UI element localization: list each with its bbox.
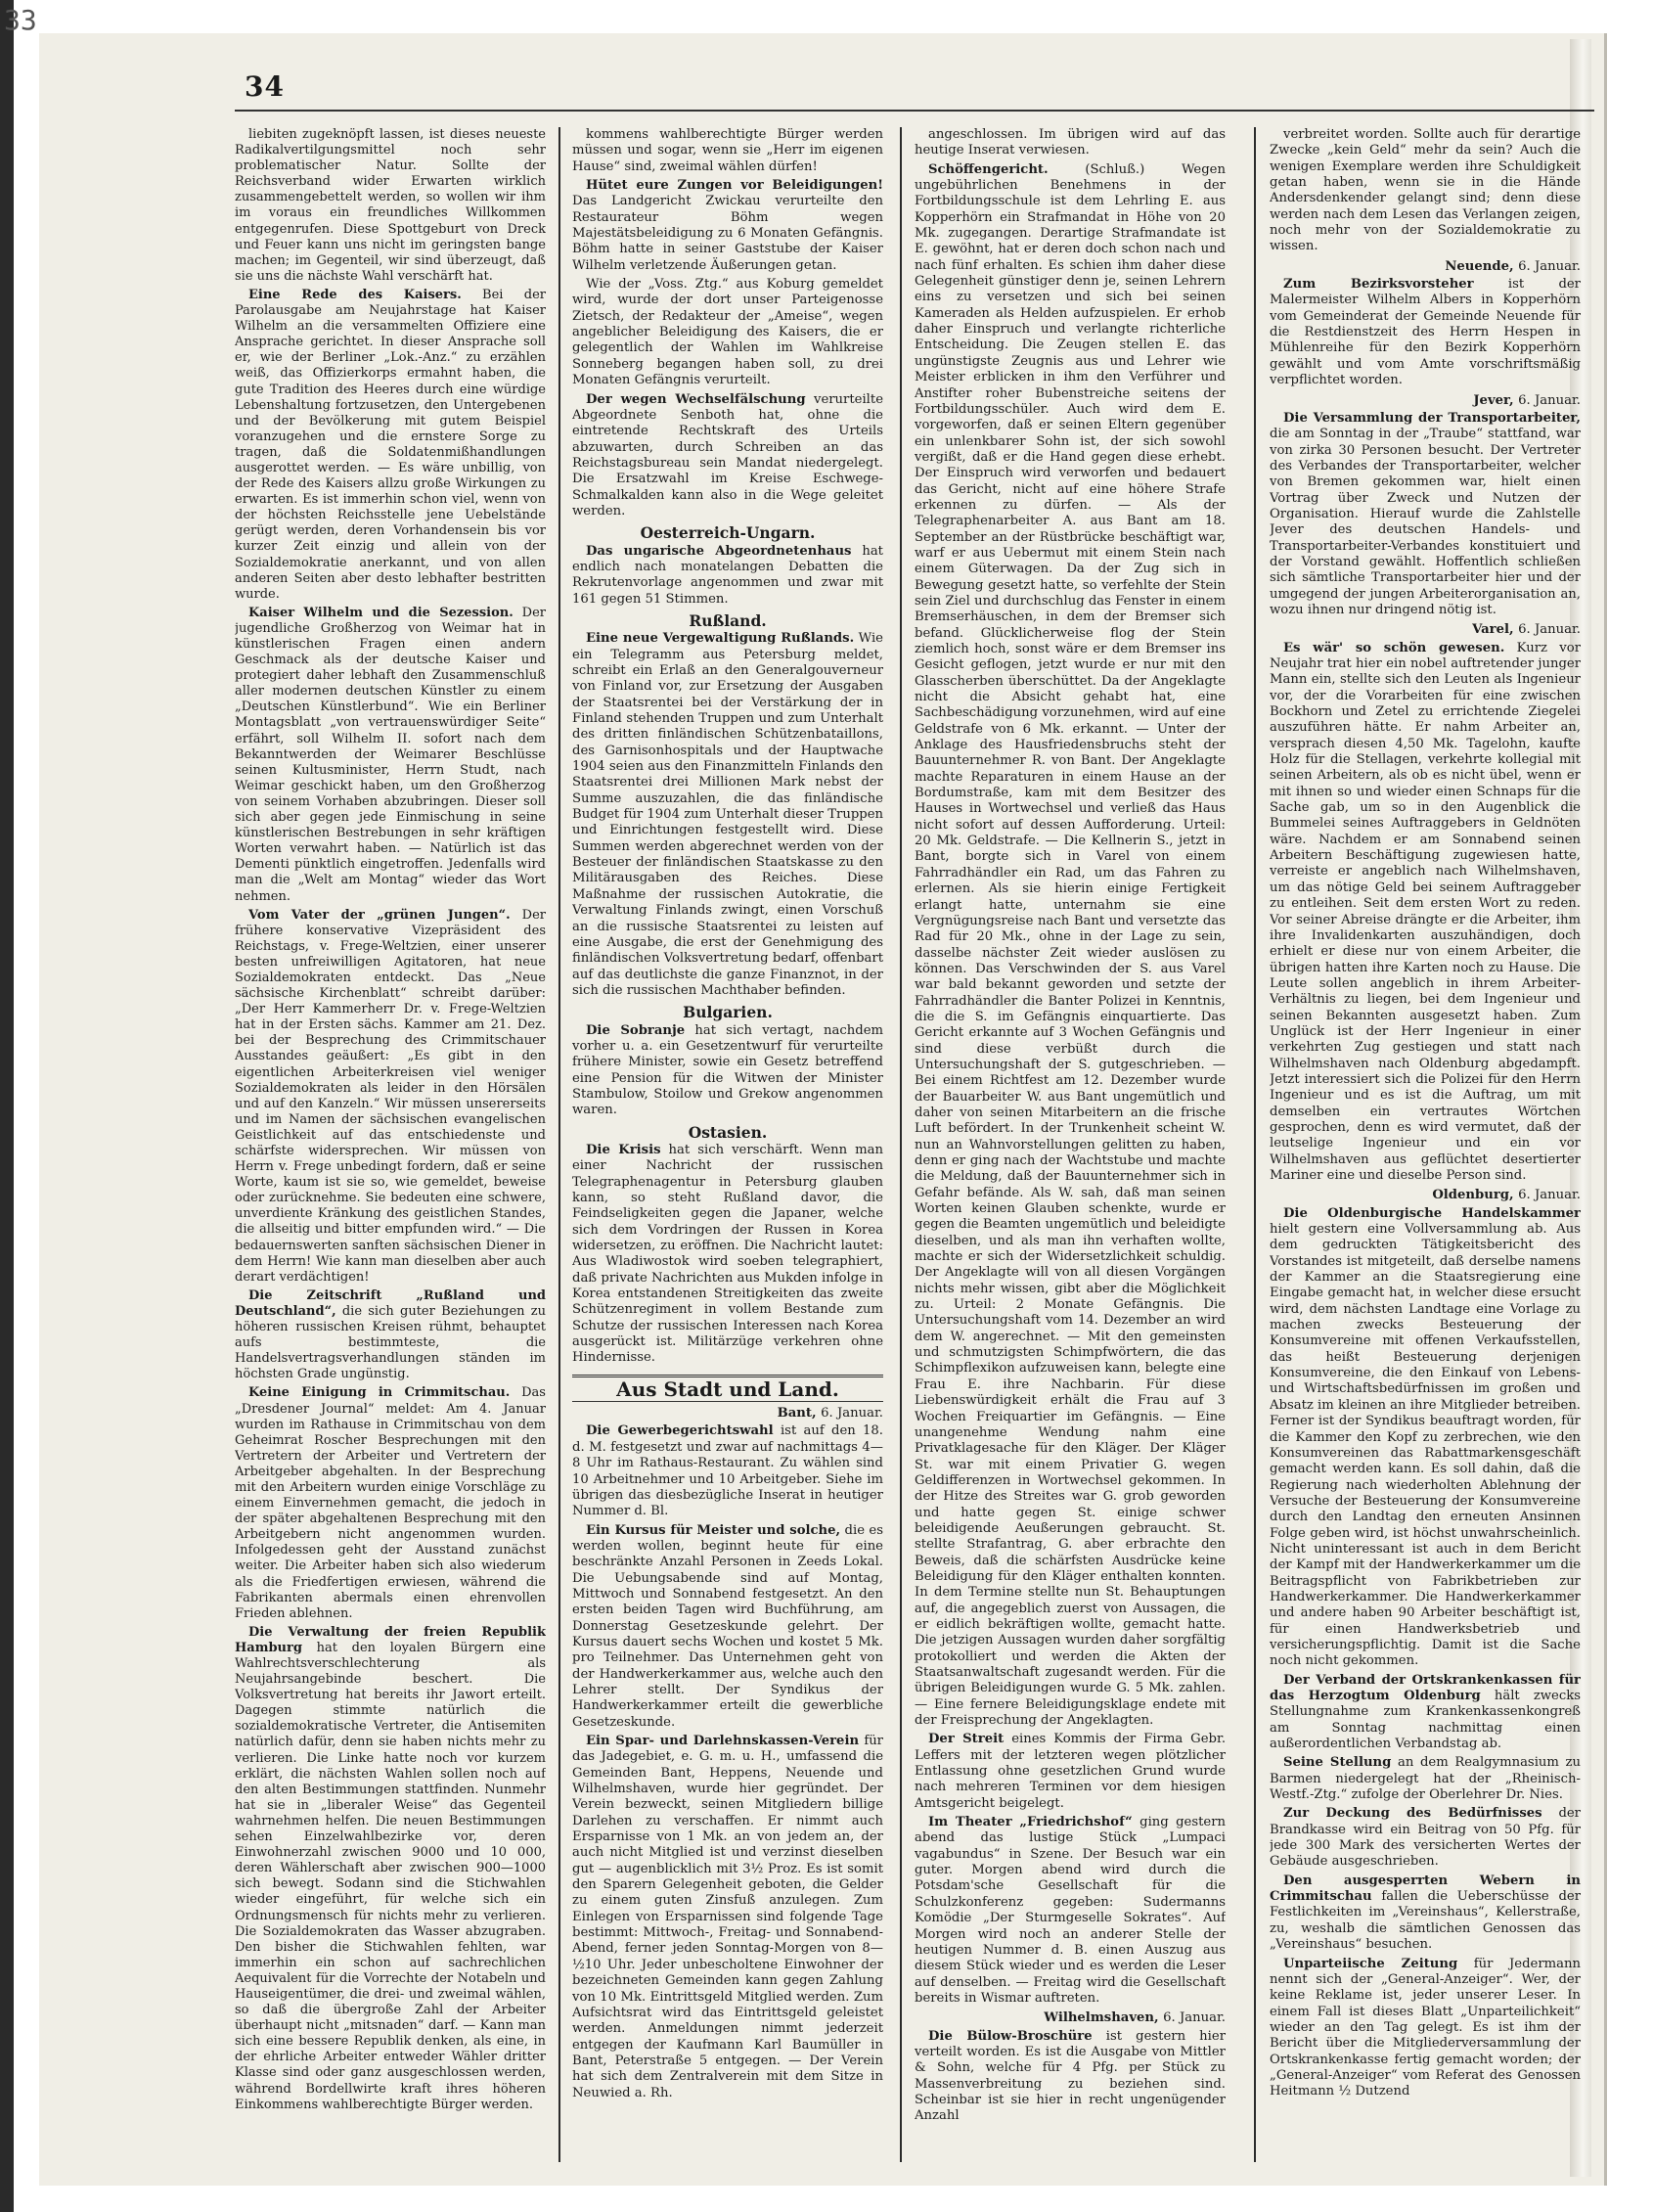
article-paragraph (572, 1023, 883, 1119)
article-paragraph (915, 1732, 1226, 1812)
article-paragraph (915, 162, 1226, 1730)
article-text: ist der Malermeister Wilhelm Albers in Kopperhörn vom Gemeinderat der Gemeinde Neuende für die Restdienstzeit des Herrn Hespen in Mühlenreihe für den Bezirk Kopperhörn gewählt und vom Amte vorschriftsmäßig verpflichtet worden. (1270, 277, 1581, 388)
article-text: die sich guter Beziehungen zu höheren russischen Kreisen rühmt, behauptet aufs bestimmteste, die Handelsvertragsverhandlungen ständen im höchsten Grade ungünstig. (235, 1303, 546, 1382)
column-1 (235, 127, 546, 2162)
dateline-date: 6. Januar. (1518, 622, 1581, 638)
article-text: verbreitet worden. Sollte auch für derartige Zwecke „kein Geld“ mehr da sein? Auch die wenigen Exemplare werden ihre Schuldigkeit getan haben, wenn sie in die Hände Andersdenkender gelangt sind; denn diese werden nach dem Lesen das Verlangen zeigen, noch mehr von der Sozialdemokratie zu wissen. (1270, 127, 1581, 254)
article-text: für Jedermann nennt sich der „General-Anzeiger“. Wer, der keine Reklame ist, jeder unserer Leser. In einem Fall ist dieses Blatt „Unparteilichkeit“ wieder an den Tag gelegt. Es ist ihm der Bericht über die Mitgliederversammlung der Ortskrankenkasse fertig gemacht worden; der „General-Anzeiger“ vom Referat des Genossen Heitmann ½ Dutzend (1270, 1956, 1581, 2099)
article-text: angeschlossen. Im übrigen wird auf das heutige Inserat verwiesen. (915, 127, 1226, 158)
article-text: ist gestern hier verteilt worden. Es ist die Ausgabe von Mittler & Sohn, welche für 4 Pfg. per Stück zu Massenverbreitung zu beziehen sind. Scheinbar ist sie hier in recht ungenügender Anzahl (915, 2028, 1226, 2124)
article-headline: Ein Spar- und Darlehnskassen-Verein (586, 1734, 860, 1748)
article-text: Kurz vor Neujahr trat hier ein nobel auftretender junger Mann ein, stellte sich den Leuten als Ingenieur vor, der die Vorarbeiten für eine zwischen Bockhorn und Zetel zu errichtende Ziegelei auszuführen hätte. Er nahm Arbeiter an, versprach diesen 4,50 Mk. Tagelohn, kaufte Holz für die Stellagen, verkehrte kollegial mit seinen Arbeitern, als ob es nicht übel, wenn er mit ihnen so und wieder einen Schnaps für die Sache gab, um so in den Augenblick die Bummelei seines Auftraggebers in Geldnöten wäre. Nachdem er am Sonnabend seinen Arbeitern Beschäftigung zugewiesen hatte, verreiste er angeblich nach Wilhelmshaven, um das nötige Geld bei seinem Auftraggeber zu entleihen. Seit dem ersten Wort zu reden. Vor seiner Abreise drängte er die Arbeiter, ihm ihre Invalidenkarten auszuhändigen, doch erhielt er diese nur von einem Arbeiter, die übrigen hatten ihre Karten noch zu Hause. Die Leute sollen angeblich in ihrem Arbeiter-Verhältnis zu liegen, bei dem Ingenieur und seinen Bekannten ausgesetzt haben. Zum Unglück ist der Herr Ingenieur in einer verkehrten Zug gestiegen und statt nach Wilhelmshaven nach Oldenburg abgedampft. Jetzt interessiert sich die Polizei für den Herrn Ingenieur und es ist die Auftrag, um mit demselben ein vertrautes Wörtchen gesprochen, denn es wird vermutet, daß der leutselige Ingenieur und ein vor Wilhelmshaven aus geflüchtet desertierter Mariner eine und dieselbe Person sind. (1270, 640, 1581, 1183)
article-text: kommens wahlberechtigte Bürger werden müssen und sogar, wenn sie „Herr im eigenen Hause“ sind, zweimal wählen dürfen! (572, 127, 883, 174)
article-text: Wie ein Telegramm aus Petersburg meldet, schreibt ein Erlaß an den Generalgouverneur von Finland vor, zur Ersetzung der Ausgaben der Staatsrentei bei der Verstärkung der in Finland stehenden Truppen und zum Unterhalt des dritten finländischen Schützenbataillons, des Garnisonhospitals und der Hauptwache 1904 seien aus den Finanzmitteln Finlands den Staatsrentei drei Millionen Mark nebst der Summe auszuzahlen, die das finländische Budget für 1904 zum Unterhalt dieser Truppen und Einrichtungen festgestellt wird. Diese Summen werden abgerechnet werden von der Besteuer der finländischen Staatskasse zu den Militärausgaben des Reiches. Diese Maßnahme der russischen Autokratie, die Verwaltung Finlands zwingt, einen Vorschuß an die russische Staatsrentei zu leisten auf eine Ausgabe, die erst der Genehmigung des finländischen Volksvertretung bedarf, offenbart auf das deutlichste die ganze Finanznot, in der sich die russischen Machthaber befinden. (572, 631, 883, 998)
dateline (572, 1406, 883, 1422)
dateline (1270, 259, 1581, 275)
article-text: eines Kommis der Firma Gebr. Leffers mit der letzteren wegen plötzlicher Entlassung ohne gesetzlichen Grund wurde nach mehreren Terminen vor dem hiesigen Amtsgericht beigelegt. (915, 1732, 1226, 1811)
article-headline: Eine Rede des Kaisers. (248, 287, 462, 302)
article-text: liebiten zugeknöpft lassen, ist dieses neueste Radikalvertilgungsmittel noch sehr problematischer Natur. Sollte der Reichsverband wider Erwarten wirklich zusammengebettelt werden, so wollen wir ihm im voraus ein freundliches Willkommen entgegenrufen. Diese Spottgeburt von Dreck und Feuer kann uns nicht im geringsten bange machen; im Gegenteil, wir sind überzeugt, daß sie uns die nächste Wahl verschärft hat. (235, 127, 546, 284)
article-headline: Ein Kursus für Meister und solche, (586, 1522, 841, 1538)
article-paragraph (1270, 1806, 1581, 1870)
article-text: (Schluß.) Wegen ungebührlichen Benehmens in der Fortbildungsschule ist dem Lehrling E. aus Kopperhörn ein Strafmandat in Höhe von 20 Mk. zugegangen. Derartige Strafmandate ist E. gewöhnt, hat er deren doch schon nach und nach fünf erhalten. Es schien ihm daher diese Gelegenheit günstiger denn je, seinen Lehrern eins zu versetzen und sich bei seinen Kameraden als Helden aufzuspielen. Er erhob daher Einspruch und verlangte richterliche Entscheidung. Die Zeugen stellen E. das ungünstigste Zeugnis aus und Lehrer wie Meister erblicken in ihm den Verführer und Anstifter roher Bubenstreiche seitens der Fortbildungsschüler. Auch wird dem E. vorgeworfen, daß er seinen Eltern gegenüber ein unlenkbarer Sohn ist, der sich sowohl vergißt, daß er die Hand gegen diese erhebt. Der Einspruch wird verworfen und bedauert das Gericht, nicht auf eine höhere Strafe erkennen zu dürfen. — Als der Telegraphenarbeiter A. aus Bant am 18. September an der Rüstbrücke beschäftigt war, warf er aus Uebermut mit einem Stein nach einem Güterwagen. Da der Zug sich in Bewegung gesetzt hatte, so verfehlte der Stein sein Ziel und durchschlug das Fenster in einem Bremserhäuschen, in dem der Bremser sich befand. Glücklicherweise flog der Stein ziemlich hoch, sonst wäre er dem Bremser ins Gesicht geflogen, jetzt wurde er nur mit den Glasscherben überschüttet. Da der Angeklagte nicht die Absicht gehabt hat, eine Sachbeschädigung vorzunehmen, wird auf eine Geldstrafe von 6 Mk. erkannt. — Unter der Anklage des Hausfriedensbruchs steht der Bauunternehmer R. von Bant. Der Angeklagte machte Reparaturen in einem Hause an der Bordumstraße, kam mit dem Besitzer des Hauses in Wortwechsel und verließ das Haus nicht sofort auf dessen Aufforderung. Urteil: 20 Mk. Geldstrafe. — Die Kellnerin S., jetzt in Bant, borgte sich in Varel von einem Fahrradhändler ein Rad, um das Fahren zu erlernen. Als sie hierin einige Fertigkeit erlangt hatte, unternahm sie eine Vergnügungsreise nach Bant und versetzte das Rad für 20 Mk., ohne in der Lage zu sein, dasselbe nächster Zeit wieder auslösen zu können. Das Verschwinden der S. aus Varel war bald bekannt geworden und setzte der Fahrradhändler die Banter Polizei in Kenntnis, die die S. im Gefängnis einquartierte. Das Gericht erkannte auf 3 Wochen Gefängnis und sind diese verbüßt durch die Untersuchungshaft der S. gutgeschrieben. — Bei einem Richtfest am 12. Dezember wurde der Bauarbeiter W. aus Bant ungemütlich und daher von seinen Mitarbeitern an die frische Luft befördert. In der Trunkenheit scheint W. nun an Wahnvorstellungen gelitten zu haben, denn er ging nach der Wachtstube und machte die Meldung, daß der Bauunternehmer sich in Gefahr befände. Als W. sah, daß man seinen Worten keinen Glauben schenkte, wurde er gegen die Beamten ungemütlich und beleidigte dieselben, und als man ihn verhaften wollte, machte er sich der Widersetzlichkeit schuldig. Der Angeklagte will von all diesen Vorgängen nichts mehr wissen, gibt aber die Möglichkeit zu. Urteil: 2 Monate Gefängnis. Die Untersuchungshaft vom 14. Dezember an wird dem W. angerechnet. — Mit den gemeinsten und schmutzigsten Schimpfwörtern, die das Schimpflexikon aufzuweisen kann, belegte eine Frau E. ihre Nachbarin. Für diese Liebenswürdigkeit erhält die Frau auf 3 Wochen Freiquartier im Gefängnis. — Eine unangenehme Wendung nahm eine Privatklagesache für den Kläger. Der Kläger St. war mit einem Privatier G. wegen Geldifferenzen in Wortwechsel gekommen. In der Hitze des Streites war G. grob geworden und hatte gegen St. einige schwer beleidigende Aeußerungen gebraucht. St. stellte Strafantrag, G. aber erbrachte den Beweis, daß die schärfsten Ausdrücke keine Beleidigung für den Kläger enthalten konnten. In dem Termine stellte nun St. Behauptungen auf, die angegeblich zuerst von Aussagen, die er eidlich bekräftigen wollte, gemacht hatte. Die jetzigen Aussagen wurden daher sorgfältig protokolliert und werden die Akten der Staatsanwaltschaft zugesandt werden. Für die übrigen Beleidigungen wurde G. 5 Mk. zahlen. — Eine fernere Beleidigungsklage endete mit der Freisprechung der Angeklagten. (915, 161, 1226, 1729)
article-paragraph (572, 1423, 883, 1519)
dateline-date: 6. Januar. (1163, 2010, 1226, 2026)
article-paragraph (572, 1734, 883, 2101)
article-paragraph (1270, 1755, 1581, 1803)
article-text: an dem Realgymnasium zu Barmen niedergelegt hat der „Rheinisch-Westf.-Ztg.“ zufolge der Oberlehrer Dr. Nies. (1270, 1755, 1581, 1803)
article-paragraph (915, 2029, 1226, 2125)
article-headline: Die Krisis (586, 1142, 661, 1157)
article-paragraph (572, 544, 883, 608)
article-paragraph (572, 1143, 883, 1367)
section-heading: Ostasien. (688, 1122, 768, 1142)
article-text: für das Jadegebiet, e. G. m. u. H., umfassend die Gemeinden Bant, Heppens, Neuende und Wilhelmshaven, wurde hier gegründet. Der Verein bezweckt, seinen Mitgliedern billige Darlehen zu verschaffen. Er nimmt auch Ersparnisse von 1 Mk. an von jedem an, der auch nicht Mitglied ist und verzinst dieselben gut — augenblicklich mit 3½ Proz. Es ist somit den Sparern Gelegenheit geboten, die Gelder zu einem guten Zinsfuß anzulegen. Zum Einlegen von Ersparnissen sind folgende Tage bestimmt: Mittwoch-, Freitag- und Sonnabend-Abend, ferner jeden Sonntag-Morgen von 8—½10 Uhr. Jeder unbescholtene Einwohner der bezeichneten Gemeinden kann gegen Zahlung von 10 Mk. Eintrittsgeld Mitglied werden. Zum Aufsichtsrat wird das Eintrittsgeld geleistet werden. Anmeldungen nimmt jederzeit entgegen der Kaufmann Karl Baumüller in Bant, Peterstraße 5 entgegen. — Der Verein hat sich dem Zentralverein mit dem Sitze in Neuwied a. Rh. (572, 1734, 883, 2100)
article-paragraph (235, 606, 546, 905)
article-paragraph (572, 392, 883, 520)
dateline-date: 6. Januar. (1518, 392, 1581, 408)
article-headline: Unparteiische Zeitung (1283, 1956, 1458, 1971)
dateline (915, 2010, 1226, 2026)
article-headline: Zum Bezirksvorsteher (1283, 277, 1474, 293)
scan-border (0, 0, 14, 2212)
column-2 (572, 127, 883, 2162)
dateline-place: Varel, (1472, 622, 1514, 638)
column-divider (900, 127, 902, 2162)
article-paragraph (915, 1815, 1226, 2007)
article-paragraph (1270, 1873, 1581, 1954)
article-paragraph (572, 631, 883, 999)
column-4 (1270, 127, 1581, 2162)
article-headline: Der Verband der Ortskrankenkassen für das Herzogtum Oldenburg (1270, 1672, 1581, 1703)
article-headline: Eine neue Vergewaltigung Rußlands. (586, 631, 855, 647)
dateline-date: 6. Januar. (1518, 1188, 1581, 1203)
dateline-date: 6. Januar. (1518, 258, 1581, 274)
dateline (1270, 622, 1581, 638)
article-headline: Im Theater „Friedrichshof“ (928, 1815, 1133, 1830)
article-text: Das „Dresdener Journal“ meldet: Am 4. Januar wurden im Rathause in Crimmitschau von dem Geheimrat Roscher Besprechungen mit den Vertretern der Arbeiter und Vertretern der Arbeitgeber abgehalten. In der Besprechung mit den Arbeitern wurden einige Vorschläge zu einem Einvernehmen gemacht, die jedoch in der später abgehaltenen Besprechung mit den Arbeitgebern nicht angenommen wurden. Infolgedessen geht der Ausstand zunächst weiter. Die Arbeiter haben sich also wiederum als die Friedfertigen erwiesen, während die Fabrikanten abermals einen ehrenvollen Frieden ablehnen. (235, 1385, 546, 1621)
article-headline: Die Sobranje (586, 1022, 686, 1038)
article-paragraph (1270, 1206, 1581, 1670)
article-headline: Die Versammlung der Transportarbeiter, (1283, 410, 1581, 426)
article-paragraph (1270, 1957, 1581, 2100)
section-heading: Bulgarien. (683, 1003, 773, 1022)
article-text: Bei der Parolausgabe am Neujahrstage hat Kaiser Wilhelm an die versammelten Offiziere eine Ansprache gerichtet. In dieser Ansprache soll er, wie der Berliner „Lok.-Anz.“ zu erzählen weiß, das Offizierkorps ermahnt haben, die gute Tradition des Heeres durch eine würdige Lebenshaltung fortzusetzen, den Untergebenen und der Bevölkerung mit gutem Beispiel voranzugehen und die ernstere Sorge zu tragen, daß die Soldatenmißhandlungen ausgerottet werden. — Es wäre unbillig, von der Rede des Kaisers allzu große Wirkungen zu erwarten. Es ist immerhin schon viel, wenn von der höchsten Reichsstelle jene Uebelstände gerügt werden, deren Vorhandensein bis vor kurzer Zeit einzig und allein von der Sozialdemokratie anerkannt, und von allen anderen Seiten aber desto lebhafter bestritten wurde. (235, 287, 546, 602)
article-headline: Kaiser Wilhelm und die Sezession. (248, 605, 514, 620)
article-text: ging gestern abend das lustige Stück „Lumpaci vagabundus“ in Szene. Der Besuch war ein guter. Morgen abend wird durch die Potsdam'sche Gesellschaft für die Schulzkonferenz gegeben: Sudermanns Komödie „Der Sturmgeselle Sokrates“. Auf Morgen wird noch an anderer Stelle der heutigen Nummer d. B. einen Auszug aus diesem Stück wieder und es werden die Leser auf denselben. — Freitag wird die Gesellschaft bereits in Wismar auftreten. (915, 1815, 1226, 2006)
article-headline: Der Streit (928, 1732, 1005, 1747)
article-paragraph (235, 127, 546, 285)
article-text: hat sich vertagt, nachdem vorher u. a. ein Gesetzentwurf für verurteilte frühere Minister, sowie ein Gesetz betreffend eine Pension für die Witwen der Minister Stambulow, Stoilow und Grekow angenommen waren. (572, 1022, 883, 1118)
article-text: Der jugendliche Großherzog von Weimar hat in künstlerischen Fragen einen andern Geschmack als der deutsche Kaiser und protegiert daher lebhaft den Zusammenschluß aller modernen deutschen Künstler zu einem „Deutschen Künstlerbund“. Wie ein Berliner Montagsblatt „von vertrauenswürdiger Seite“ erfährt, soll Wilhelm II. sofort nach dem Bekanntwerden der Weimarer Beschlüsse seinen Kultusminister, Herrn Studt, nach Weimar geschickt haben, um den Großherzog von seinem Vorhaben abzubringen. Dieser soll sich aber gegen jede Einmischung in seine künstlerischen Bestrebungen in sehr kräftigen Worten verwahrt haben. — Natürlich ist das Dementi pünktlich eingetroffen. Jedenfalls wird man die „Welt am Montag“ wieder das Wort nehmen. (235, 605, 546, 904)
archive-mark: 33 (4, 4, 37, 36)
dateline-place: Oldenburg, (1432, 1188, 1514, 1203)
article-paragraph (572, 277, 883, 388)
article-text: hat sich verschärft. Wenn man einer Nachricht der russischen Telegraphenagentur in Petersburg glauben kann, so steht Rußland davor, die Feindseligkeiten gegen die Japaner, welche sich dem Vordringen der Russen in Korea widersetzen, zu eröffnen. Die Nachricht lautet: Aus Wladiwostok wird soeben telegraphiert, daß private Nachrichten aus Mukden infolge in Korea entstandenen Streitigkeiten das zweite Schützenregiment in vollem Bestande zum Schutze der russischen Interessen nach Korea ausgerückt ist. Militärzüge verkehren ohne Hindernisse. (572, 1142, 883, 1366)
article-paragraph (235, 1385, 546, 1621)
article-text: verurteilte Abgeordnete Senboth hat, ohne die eintretende Rechtskraft des Urteils abzuwarten, durch Schreiben an das Reichstagsbureau sein Mandat niedergelegt. Die Ersatzwahl im Kreise Eschwege-Schmalkalden kann also in die Wege geleitet werden. (572, 391, 883, 519)
section-heading: Rußland. (689, 610, 767, 630)
article-paragraph (1270, 277, 1581, 388)
article-text: der Brandkasse wird ein Beitrag von 50 Pfg. für jede 300 Mark des versicherten Wertes der Gebäude ausgeschrieben. (1270, 1806, 1581, 1870)
article-headline: Den ausgesperrten Webern in Crimmitschau (1270, 1873, 1581, 1905)
article-headline: Die Gewerbegerichtswahl (586, 1423, 774, 1439)
header-rule (235, 110, 1594, 112)
article-text: Wie der „Voss. Ztg.“ aus Koburg gemeldet wird, wurde der dort unser Parteigenosse Zietsch, der Redakteur der „Ameise“, wegen angeblicher Beleidigung des Kaisers, die er gelegentlich der Wahlen im Wahlkreise Sonneberg begangen haben soll, zu drei Monaten Gefängnis verurteilt. (572, 277, 883, 388)
article-text: Das Landgericht Zwickau verurteilte den Restaurateur Böhm wegen Majestätsbeleidigung zu 6 Monaten Gefängnis. Böhm hatte in seiner Gaststube der Kaiser Wilhelm verletzende Äußerungen getan. (572, 194, 883, 273)
dateline-date: 6. Januar. (821, 1406, 883, 1422)
article-paragraph (1270, 411, 1581, 618)
article-paragraph (235, 288, 546, 603)
article-headline: Seine Stellung (1283, 1755, 1392, 1771)
article-text: die es werden wollen, beginnt heute für eine beschränkte Anzahl Personen in Zeeds Lokal. Die Uebungsabende sind auf Montag, Mittwoch und Sonnabend festgesetzt. An den ersten beiden Tagen wird Buchführung, am Donnerstag Gesetzeskunde gelehrt. Der Kursus dauert sechs Wochen und kostet 5 Mk. pro Teilnehmer. Das Unternehmen geht von der Handwerkerkammer aus, welche auch den Lehrer stellt. Der Syndikus der Handwerkerkammer erteilt die gewerbliche Gesetzeskunde. (572, 1522, 883, 1730)
column-3 (915, 127, 1226, 2162)
page-number: 34 (245, 70, 285, 103)
article-paragraph (235, 1625, 546, 2113)
article-paragraph (235, 908, 546, 1286)
article-headline: Der wegen Wechselfälschung (586, 391, 806, 407)
article-text: hat endlich nach monatelangen Debatten die Rekrutenvorlage angenommen und zwar mit 161 gegen 51 Stimmen. (572, 543, 883, 607)
article-headline: Die Oldenburgische Handelskammer (1283, 1205, 1581, 1221)
article-headline: Schöffengericht. (928, 161, 1049, 177)
local-news-heading: Aus Stadt und Land. (572, 1375, 883, 1402)
dateline-place: Bant, (777, 1406, 817, 1422)
article-text: hat den loyalen Bürgern eine Wahlrechtsverschlechterung als Neujahrsangebinde beschert. Die Volksvertretung hat bereits ihr Jawort erteilt. Dagegen stimmte natürlich die sozialdemokratische Vertreter, die Antisemiten natürlich dafür, denn sie haben nichts mehr zu verlieren. Die Linke hatte noch vor kurzem erklärt, die nächsten Wahlen sollen noch auf den alten Bestimmungen stattfinden. Nunmehr hat sie in „liberaler Weise“ das Gegenteil wahrnehmen helfen. Die neuen Bestimmungen sehen Einzelwahlbezirke vor, deren Einwohnerzahl zwischen 9000 und 10 000, deren Wählerschaft aber zwischen 900—1000 sich bewegt. Sodann sind die Stichwahlen wieder eingeführt, für welche sich ein Ordnungsmensch für nichts mehr zu verlieren. Die Sozialdemokraten das Wasser abzugraben. Den bisher die Stichwahlen fehlten, war immerhin ein schon auf sachrechlichen Aequivalent für die Vorrechte der Notabeln und Hauseigentümer, die drei- und zweimal wählen, so daß die übergroße Zahl der Arbeiter überhaupt nicht „mitsnaden“ darf. — Kann man sich eine bessere Republik denken, als eine, in der ehrliche Arbeiter entweder Wähler dritter Klasse sind oder ganz ausgeschlossen werden, während Bordellwirte kraft ihres höheren Einkommens wahlberechtigte Bürger werden. (235, 1640, 546, 2112)
article-paragraph (1270, 127, 1581, 255)
article-headline: Keine Einigung in Crimmitschau. (248, 1385, 511, 1401)
column-divider (558, 127, 560, 2162)
article-paragraph (572, 178, 883, 274)
dateline-place: Neuende, (1445, 258, 1514, 274)
article-paragraph (572, 1523, 883, 1731)
dateline-place: Wilhelmshaven, (1044, 2010, 1159, 2026)
article-text: hält zwecks Stellungnahme zum Krankenkassenkongreß am Sonntag nachmittag einen außerordentlichen Verbandstag ab. (1270, 1689, 1581, 1752)
dateline-place: Jever, (1473, 392, 1514, 408)
article-paragraph (572, 127, 883, 175)
article-headline: Die Zeitschrift „Rußland und Deutschland“, (235, 1287, 546, 1319)
article-text: Der frühere konservative Vizepräsident des Reichstags, v. Frege-Weltzien, einer unserer besten unfreiwilligen Agitatoren, hat neue Sozialdemokraten entdeckt. Das „Neue sächsische Kirchenblatt“ schreibt darüber: „Der Herr Kammerherr Dr. v. Frege-Weltzien hat in der Ersten sächs. Kammer am 21. Dez. bei der Besprechung des Crimmitschauer Ausstandes geäußert: „Es gibt in den eigentlichen Arbeiterkreisen viel weniger Sozialdemokraten als leider in den Hörsälen und auf den Kanzeln.“ Wir müssen unsererseits und im Namen der sächsischen evangelischen Geistlichkeit auf das entschiedenste und schärfste widersprechen. Wir müssen von Herrn v. Frege unbedingt fordern, daß er seine Worte, kaum ist sie so, wie gemeldet, beweise oder zurücknehme. Sie bedeuten eine schwere, unverdiente Kränkung des geistlichen Standes, die allseitig und bitter empfunden wird.“ — Die bedauernswerten sanften sächsischen Diener in dem Herrn! Wie kann man dieselben aber auch derart verdächtigen! (235, 907, 546, 1285)
article-headline: Die Bülow-Broschüre (928, 2028, 1093, 2044)
article-headline: Es wär' so schön gewesen. (1283, 640, 1505, 655)
article-paragraph (915, 127, 1226, 159)
dateline (1270, 393, 1581, 409)
article-paragraph (1270, 1673, 1581, 1753)
section-heading: Oesterreich-Ungarn. (640, 523, 816, 543)
article-text: ist auf den 18. d. M. festgesetzt und zwar auf nachmittags 4—8 Uhr im Rathaus-Restaurant. Zu wählen sind 10 Arbeitnehmer und 10 Arbeitgeber. Siehe im übrigen das diesbezügliche Inserat in heutiger Nummer d. Bl. (572, 1423, 883, 1519)
article-paragraph (235, 1288, 546, 1383)
article-text: hielt gestern eine Vollversammlung ab. Aus dem gedruckten Tätigkeitsbericht des Vorstandes ist mitgeteilt, daß derselbe namens der Kammer an die Staatsregierung eine Eingabe gemacht hat, in welcher diese ersucht wird, dem nächsten Landtage eine Vorlage zu machen zwecks Besteuerung der Konsumvereine mit offenen Verkaufsstellen, das heißt Besteuerung derjenigen Konsumvereine, die den Einkauf von Lebens- und Wirtschaftsbedürfnissen im großen und Absatz im kleinen an ihre Mitglieder betreiben. Ferner ist der Syndikus beauftragt worden, für die Kammer den Kopf zu zerbrechen, wie den Konsumvereinen das Rabattmarkensgeschäft gemacht werden kann. Es soll dahin, daß die Regierung nach wiederholten Ablehnung der Versuche der Besteuerung der Konsumvereine durch den Landtag den erneuten Ansinnen Folge geben wird, ist höchst unwahrscheinlich. Nicht uninteressant ist auch in dem Bericht der Kampf mit der Handwerkerkammer um die Beitragspflicht von Fabrikbetrieben zur Handwerkerkammer. Die Handwerkerkammer und andere haben 90 Arbeiter beschäftigt ist, für einen Handwerksbetrieb und versicherungspflichtig. Damit ist die Sache noch nicht gekommen. (1270, 1222, 1581, 1669)
article-text: die am Sonntag in der „Traube“ stattfand, war von zirka 30 Personen besucht. Der Vertreter des Verbandes der Transportarbeiter, welcher von Bremen gekommen war, hielt einen Vortrag über Zweck und Nutzen der Organisation. Hierauf wurde die Zahlstelle Jever des deutschen Handels- und Transportarbeiter-Verbandes konstituiert und der Vorstand gewählt. Hoffentlich schließen sich sämtliche Transportarbeiter hier und der umgegend der jungen Arbeiterorganisation an, wozu ihnen nur dringend nötig ist. (1270, 427, 1581, 617)
article-paragraph (1270, 641, 1581, 1185)
dateline (1270, 1188, 1581, 1203)
article-headline: Hütet eure Zungen vor Beleidigungen! (586, 178, 883, 194)
article-headline: Vom Vater der „grünen Jungen“. (248, 907, 511, 923)
article-headline: Die Verwaltung der freien Republik Hamburg (235, 1624, 546, 1655)
article-headline: Zur Deckung des Bedürfnisses (1283, 1806, 1542, 1822)
article-text: fallen die Ueberschüsse der Festlichkeiten im „Vereinshaus“, Kellerstraße, zu, weshalb die sämtlichen Genossen das „Vereinshaus“ besuchen. (1270, 1889, 1581, 1953)
column-divider (1254, 127, 1256, 2162)
article-headline: Das ungarische Abgeordnetenhaus (586, 543, 852, 559)
